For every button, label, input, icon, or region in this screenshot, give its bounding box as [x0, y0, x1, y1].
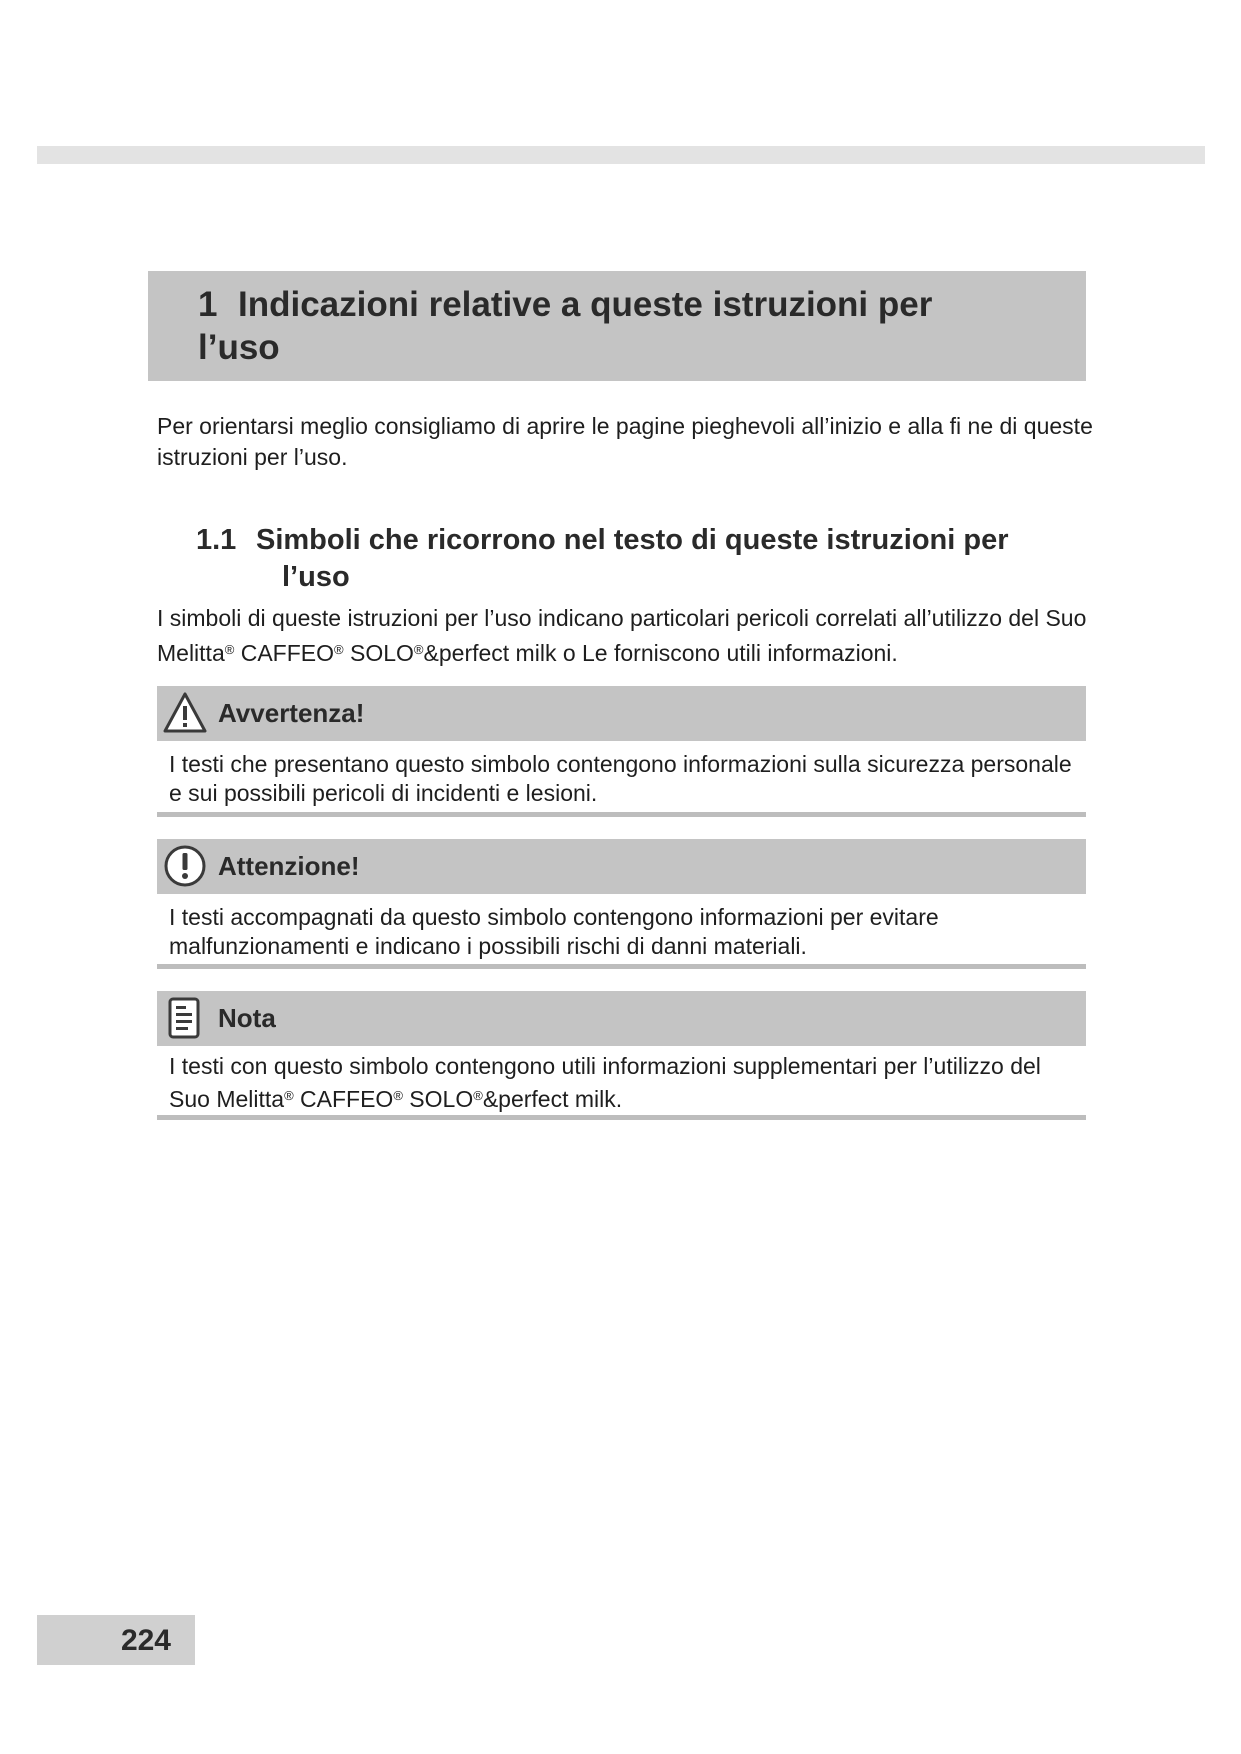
page-number: 224 — [120, 1624, 171, 1657]
warning-callout-header — [157, 686, 1086, 741]
attention-divider — [157, 964, 1086, 969]
attention-callout — [157, 839, 1086, 961]
note-callout — [157, 991, 1086, 1114]
note-divider — [157, 1115, 1086, 1120]
page-number-box — [37, 1615, 195, 1665]
attention-callout-header — [157, 839, 1086, 894]
section-text-part: SOLO — [343, 640, 414, 666]
registered-mark: ® — [393, 1088, 403, 1103]
registered-mark: ® — [224, 642, 235, 657]
warning-text: I testi che presentano questo simbolo contengono informazioni sulla sicurezza personale e sui possibili pericoli di incidenti e lesioni. — [169, 751, 1072, 806]
note-text — [157, 1046, 1086, 1114]
note-title: Nota — [218, 1003, 276, 1033]
note-text-part: I testi con questo simbolo contengono utili informazioni supplementari per l’utilizzo del Suo Melitta — [169, 1053, 1041, 1112]
note-callout-header — [157, 991, 1086, 1046]
chapter-title-text: Indicazioni relative a queste istruzioni per l’uso — [198, 285, 933, 367]
note-text-part: CAFFEO — [293, 1086, 394, 1112]
section-number: 1.1 — [196, 524, 237, 556]
attention-text: I testi accompagnati da questo simbolo contengono informazioni per evitare malfunzionamenti e indicano i possibili rischi di danni materiali. — [169, 904, 939, 959]
warning-callout — [157, 686, 1086, 808]
warning-divider — [157, 812, 1086, 817]
registered-mark: ® — [473, 1088, 483, 1103]
note-text-part: &perfect milk. — [482, 1086, 623, 1112]
section-text-part: I simboli di queste istruzioni per l’uso indicano particolari pericoli correlati all’utilizzo del Suo Melitta — [157, 605, 1087, 666]
warning-triangle-icon — [163, 691, 207, 735]
registered-mark: ® — [413, 642, 424, 657]
chapter-number: 1 — [198, 285, 218, 324]
registered-mark: ® — [334, 642, 344, 657]
chapter-header — [148, 271, 1086, 381]
warning-title: Avvertenza! — [218, 698, 365, 728]
section-text-part: &perfect milk o Le forniscono utili informazioni. — [423, 640, 898, 666]
top-decorative-band — [37, 146, 1205, 164]
exclamation-circle-icon — [163, 844, 207, 888]
section-title-line2: l’uso — [282, 561, 350, 593]
note-text-part: SOLO — [402, 1086, 474, 1112]
section-paragraph — [157, 603, 1117, 669]
intro-paragraph: Per orientarsi meglio consigliamo di aprire le pagine pieghevoli all’inizio e alla fi ne di queste istruzioni per l’uso. — [157, 413, 1093, 470]
registered-mark: ® — [284, 1088, 294, 1103]
section-title-line1: Simboli che ricorrono nel testo di queste istruzioni per — [256, 524, 1009, 556]
chapter-title — [198, 283, 1018, 369]
section-title — [196, 522, 1096, 596]
note-document-icon — [163, 996, 207, 1040]
section-text-part: CAFFEO — [234, 640, 335, 666]
attention-title: Attenzione! — [218, 851, 360, 881]
